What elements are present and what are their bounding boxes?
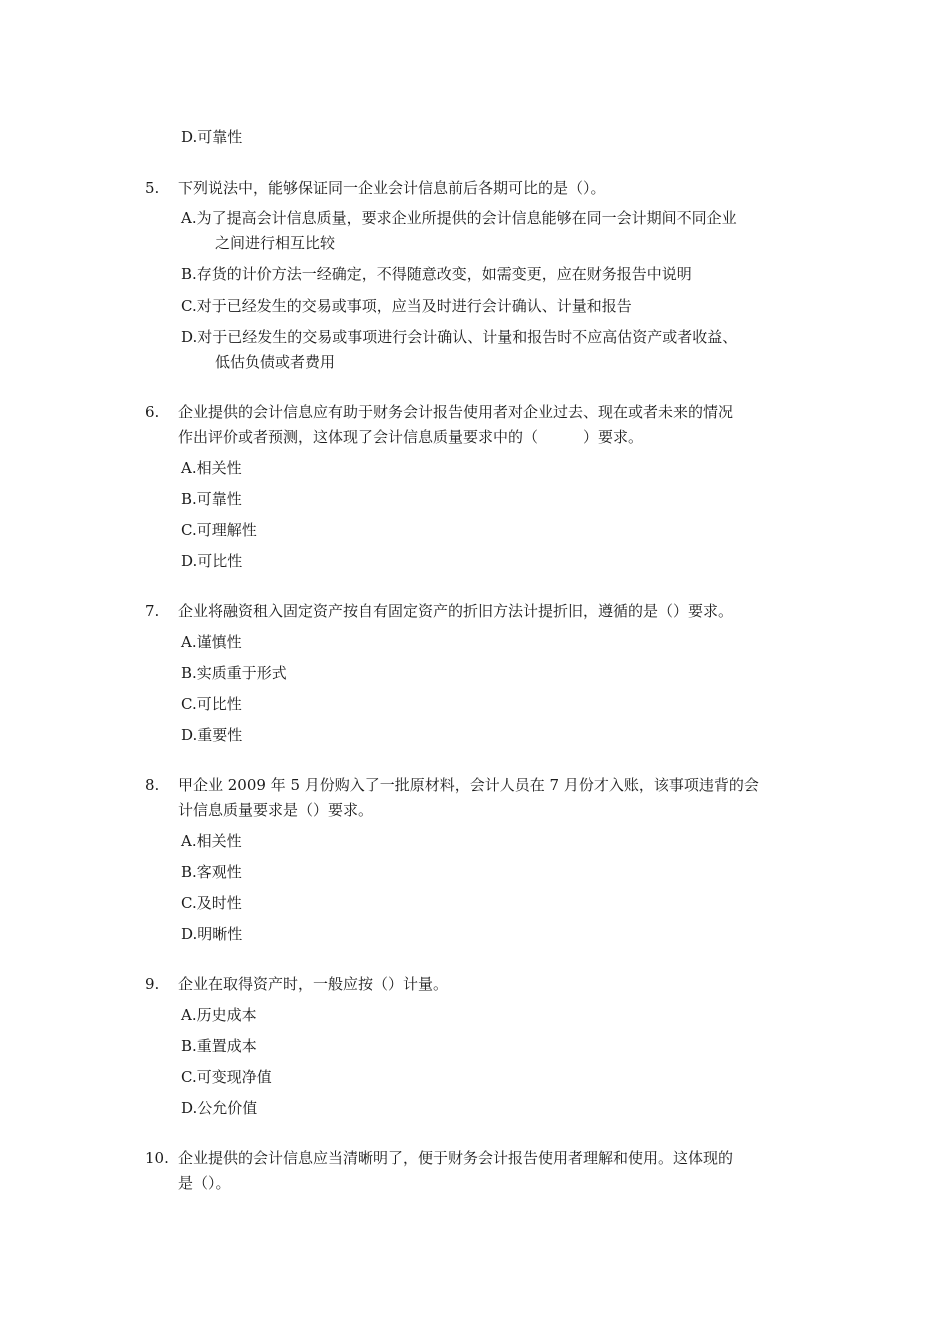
option-d: D.对于已经发生的交易或事项进行会计确认、计量和报告时不应高估资产或者收益、 bbox=[181, 328, 738, 346]
option-a-continued: 之间进行相互比较 bbox=[215, 234, 336, 252]
option-c: C.可理解性 bbox=[181, 521, 257, 539]
option-b: B.实质重于形式 bbox=[181, 664, 287, 682]
option-a: A.为了提高会计信息质量，要求企业所提供的会计信息能够在同一会计期间不同企业 bbox=[181, 209, 737, 227]
question-stem: 企业提供的会计信息应当清晰明了，便于财务会计报告使用者理解和使用。这体现的 bbox=[178, 1149, 734, 1167]
option-d-continued: 低估负债或者费用 bbox=[215, 353, 336, 371]
question-stem-continued: 计信息质量要求是（）要求。 bbox=[178, 801, 374, 819]
option-a: A.相关性 bbox=[181, 459, 242, 477]
option-b: B.存货的计价方法一经确定，不得随意改变，如需变更，应在财务报告中说明 bbox=[181, 265, 692, 283]
question-stem-continued: 是（）。 bbox=[178, 1174, 231, 1192]
option-c: C.对于已经发生的交易或事项，应当及时进行会计确认、计量和报告 bbox=[181, 297, 632, 315]
option-d: D.公允价值 bbox=[181, 1099, 258, 1117]
option-c: C.可变现净值 bbox=[181, 1068, 272, 1086]
question-stem: 企业将融资租入固定资产按自有固定资产的折旧方法计提折旧，遵循的是（）要求。 bbox=[178, 602, 734, 620]
question-stem: 甲企业 2009 年 5 月份购入了一批原材料，会计人员在 7 月份才入账，该事项违背的会 bbox=[178, 776, 759, 794]
option-a: A.历史成本 bbox=[181, 1006, 257, 1024]
option-d: D.可比性 bbox=[181, 552, 243, 570]
question-number: 9. bbox=[145, 975, 160, 993]
question-stem: 企业提供的会计信息应有助于财务会计报告使用者对企业过去、现在或者未来的情况 bbox=[178, 403, 734, 421]
option-c: C.及时性 bbox=[181, 894, 242, 912]
option-a: A.相关性 bbox=[181, 832, 242, 850]
option-b: B.重置成本 bbox=[181, 1037, 257, 1055]
option-d: D.明晰性 bbox=[181, 925, 243, 943]
question-number: 7. bbox=[145, 602, 160, 620]
option-c: C.可比性 bbox=[181, 695, 242, 713]
question-stem: 下列说法中，能够保证同一企业会计信息前后各期可比的是（）。 bbox=[178, 179, 606, 197]
option-d: D.重要性 bbox=[181, 726, 243, 744]
question-number: 5. bbox=[145, 179, 160, 197]
question-number: 10. bbox=[145, 1149, 169, 1167]
question-number: 6. bbox=[145, 403, 160, 421]
prev-option-d: D.可靠性 bbox=[181, 128, 243, 146]
question-stem-continued: 作出评价或者预测，这体现了会计信息质量要求中的（ ）要求。 bbox=[178, 428, 644, 446]
question-number: 8. bbox=[145, 776, 160, 794]
question-stem: 企业在取得资产时，一般应按（）计量。 bbox=[178, 975, 449, 993]
option-b: B.可靠性 bbox=[181, 490, 242, 508]
option-b: B.客观性 bbox=[181, 863, 242, 881]
option-a: A.谨慎性 bbox=[181, 633, 242, 651]
